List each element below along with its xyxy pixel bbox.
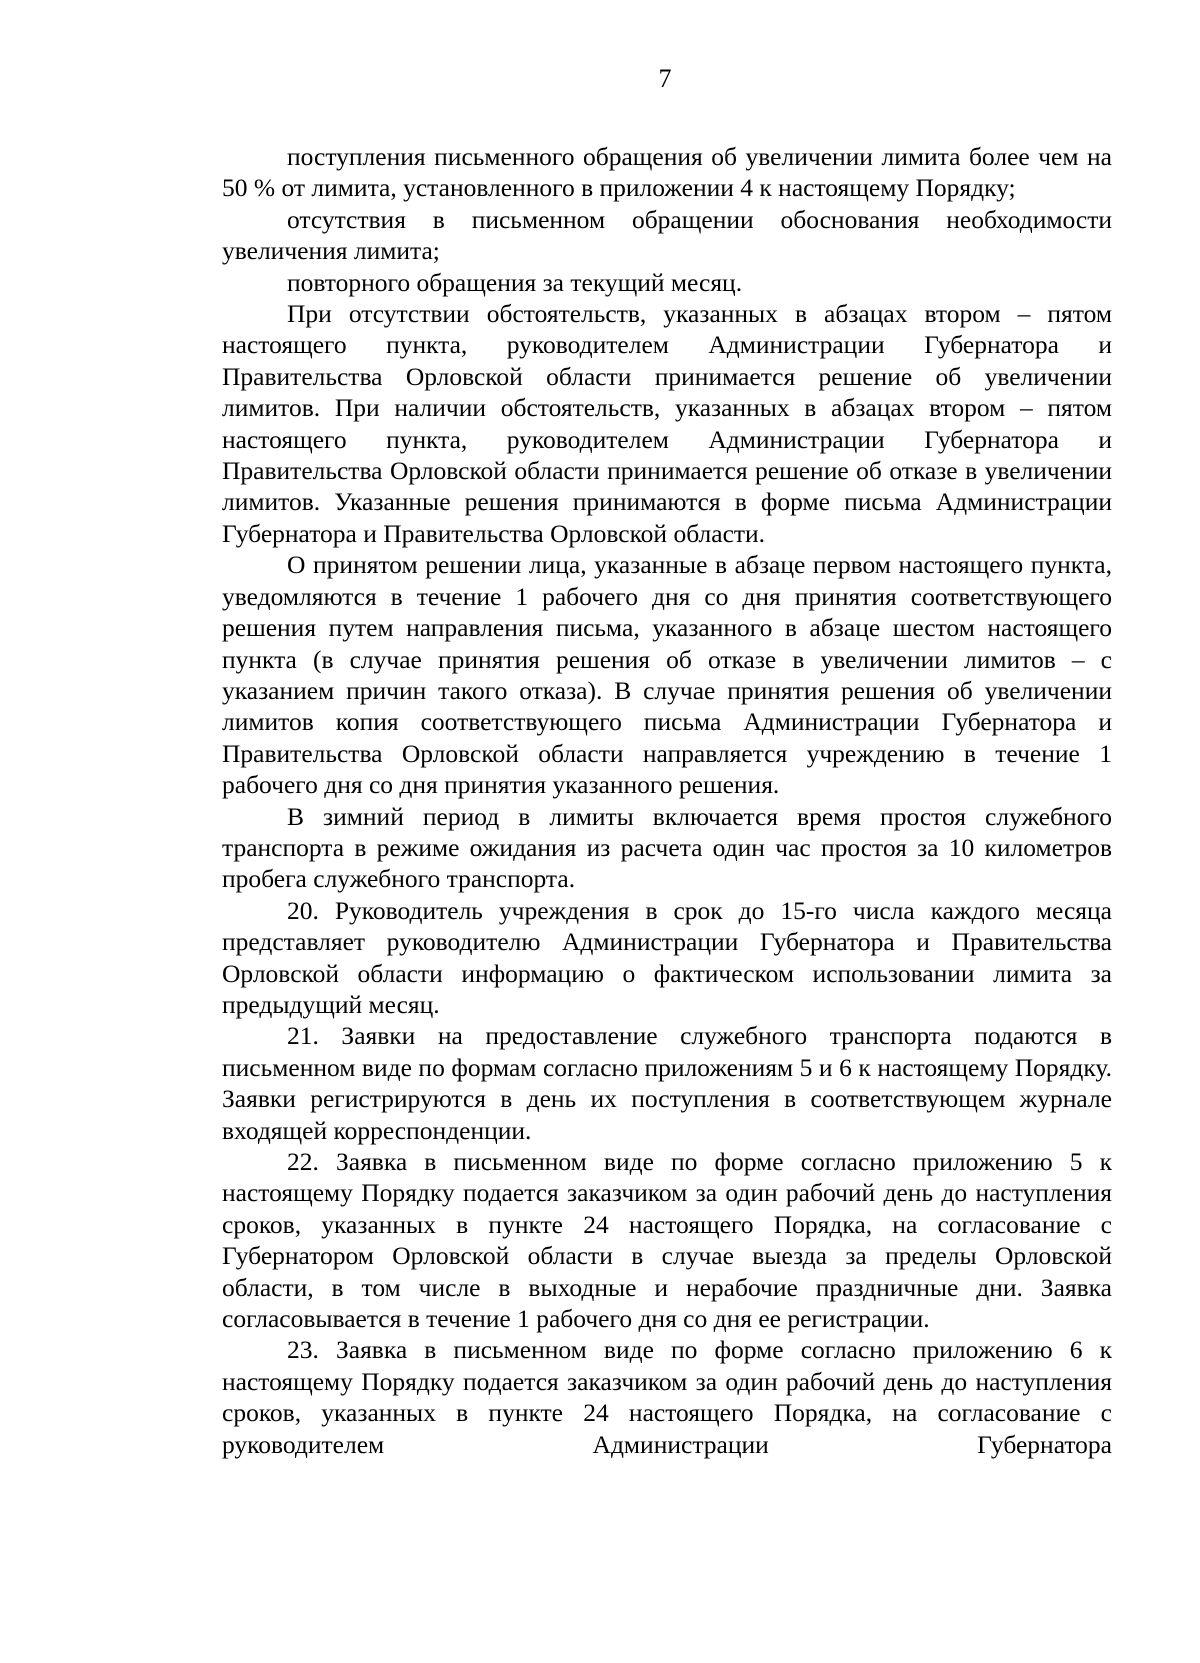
paragraph-no-justification: отсутствия в письменном обращении обоснования необходимости увеличения лимита;: [222, 204, 1112, 266]
paragraph-repeated-request: повторного обращения за текущий месяц.: [287, 267, 743, 297]
paragraph-item-21: 21. Заявки на предоставление служебного транспорта подаются в письменном виде по формам согласно приложениям 5 и 6 к настоящему Порядку. Заявки регистрируются в день их поступления в соответствующем журнале входящей корреспонденции.: [222, 1021, 1112, 1145]
paragraph-item-23: 23. Заявка в письменном виде по форме согласно приложению 6 к настоящему Порядку подается заказчиком за один рабочий день до наступления сроков, указанных в пункте 24 настоящего Порядка, на согласование с руководителем Администрации Губернатора: [222, 1335, 1112, 1459]
paragraph-item-22: 22. Заявка в письменном виде по форме согласно приложению 5 к настоящему Порядку подается заказчиком за один рабочий день до наступления сроков, указанных в пункте 24 настоящего Порядка, на согласование с Губернатором Орловской области в случае выезда за пределы Орловской области, в том числе в выходные и нерабочие праздничные дни. Заявка согласовывается в течение 1 рабочего дня со дня ее регистрации.: [222, 1147, 1112, 1334]
document-body: [222, 141, 1112, 1460]
paragraph-decision-notification: О принятом решении лица, указанные в абзаце первом настоящего пункта, уведомляются в течение 1 рабочего дня со дня принятия соответствующего решения путем направления письма, указанного в абзаце шестом настоящего пункта (в случае принятия решения об отказе в увеличении лимитов – с указанием причин такого отказа). В случае принятия решения об увеличении лимитов копия соответствующего письма Администрации Губернатора и Правительства Орловской области направляется учреждению в течение 1 рабочего дня со дня принятия указанного решения.: [222, 550, 1112, 800]
paragraph-limit-exceeded: поступления письменного обращения об увеличении лимита более чем на 50 % от лимита, установленного в приложении 4 к настоящему Порядку;: [222, 142, 1112, 203]
paragraph-item-20: 20. Руководитель учреждения в срок до 15-го числа каждого месяца представляет руководителю Администрации Губернатора и Правительства Орловской области информацию о фактическом использовании лимита за предыдущий месяц.: [222, 895, 1112, 1019]
paragraph-winter-idle-time: В зимний период в лимиты включается время простоя служебного транспорта в режиме ожидания из расчета один час простоя за 10 километров пробега служебного транспорта.: [222, 801, 1112, 894]
paragraph-limit-decision: При отсутствии обстоятельств, указанных в абзацах втором – пятом настоящего пункта, руководителем Администрации Губернатора и Правительства Орловской области принимается решение об увеличении лимитов. При наличии обстоятельств, указанных в абзацах втором – пятом настоящего пункта, руководителем Администрации Губернатора и Правительства Орловской области принимается решение об отказе в увеличении лимитов. Указанные решения принимаются в форме письма Администрации Губернатора и Правительства Орловской области.: [222, 299, 1112, 548]
page-number: 7: [658, 64, 672, 93]
